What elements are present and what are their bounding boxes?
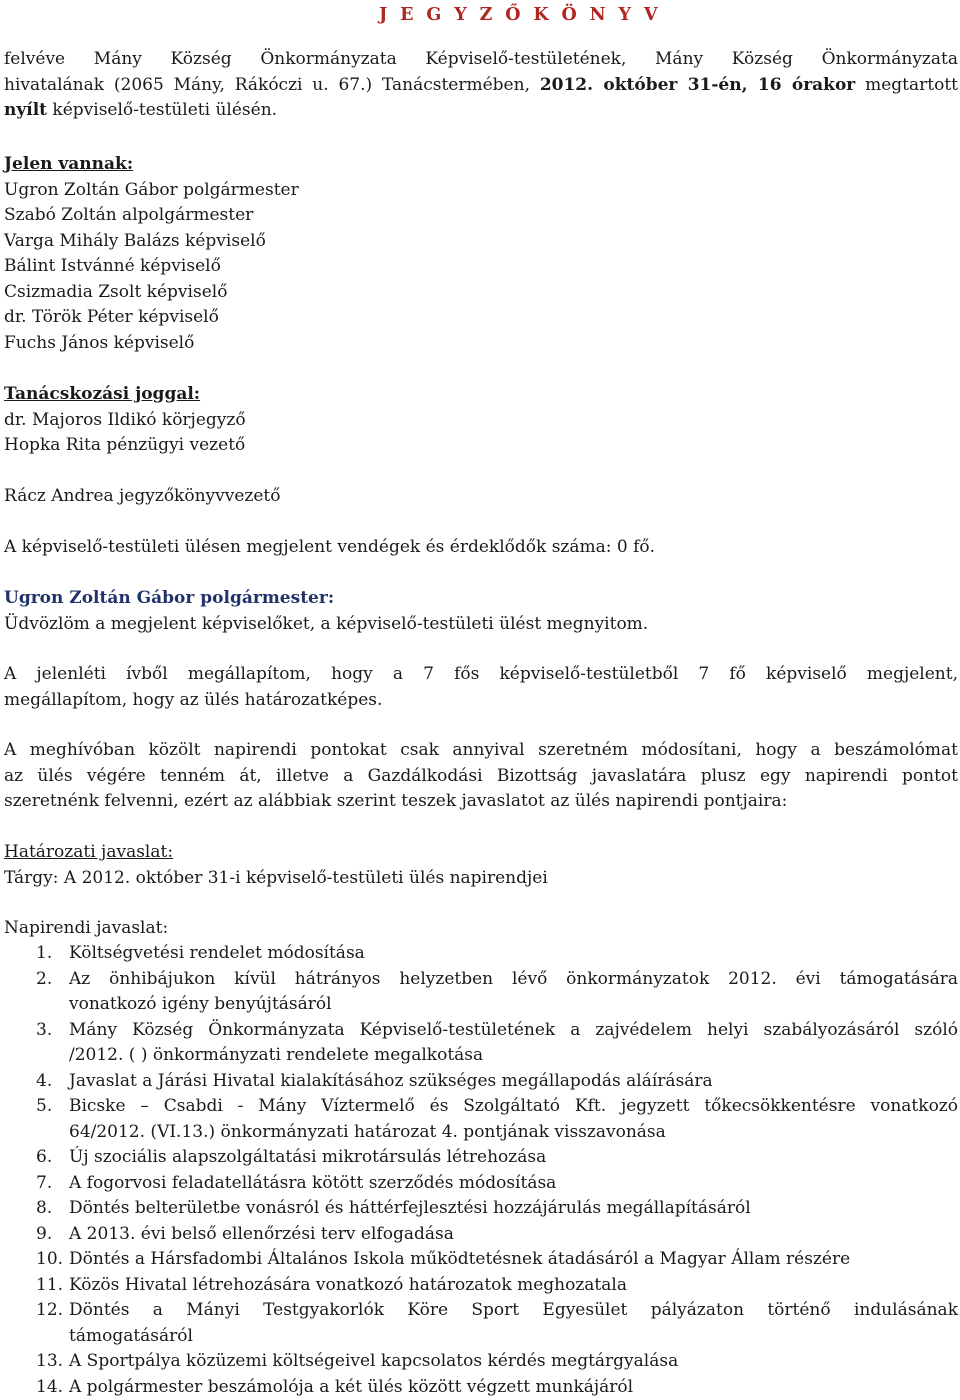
agenda-item-text: támogatásáról: [69, 1324, 958, 1350]
agenda-item: [4, 1018, 958, 1069]
agenda-item: [4, 1349, 958, 1375]
agenda-item-text: Új szociális alapszolgáltatási mikrotársulás létrehozása: [69, 1145, 958, 1171]
advisory-member: Hopka Rita pénzügyi vezető: [4, 433, 958, 459]
agenda-item-text: Költségvetési rendelet módosítása: [69, 941, 958, 967]
agenda-item-text: /2012. ( ) önkormányzati rendelete megalkotása: [69, 1043, 958, 1069]
speaker-name: Ugron Zoltán Gábor polgármester:: [4, 586, 958, 612]
agenda-item-text: Javaslat a Járási Hivatal kialakításához szükséges megállapodás aláírására: [69, 1069, 958, 1095]
present-member: Bálint Istvánné képviselő: [4, 254, 958, 280]
agenda-item: [4, 1171, 958, 1197]
present-member: dr. Török Péter képviselő: [4, 305, 958, 331]
present-member: Csizmadia Zsolt képviselő: [4, 280, 958, 306]
present-section: [4, 152, 958, 356]
agenda-item-text: Bicske – Csabdi - Mány Víztermelő és Szolgáltató Kft. jegyzett tőkecsökkentésre vonatkozó: [69, 1094, 958, 1120]
agenda-item-text: Közös Hivatal létrehozására vonatkozó határozatok meghozatala: [69, 1273, 958, 1299]
agenda-item: [4, 1145, 958, 1171]
present-member: Varga Mihály Balázs képviselő: [4, 229, 958, 255]
quorum-paragraph: [4, 662, 958, 713]
agenda-item-number: 7.: [36, 1171, 66, 1197]
agenda-item-number: 11.: [36, 1273, 66, 1299]
agenda-item-text: Döntés belterületbe vonásról és háttérfejlesztési hozzájárulás megállapításáról: [69, 1196, 958, 1222]
agenda-item: [4, 1196, 958, 1222]
agenda-proposal-line-2: az ülés végére tenném át, illetve a Gazdálkodási Bizottság javaslatára plusz egy napirendi pontot: [4, 764, 958, 790]
agenda-proposal-line-3: szeretnénk felvenni, ezért az alábbiak szerint teszek javaslatot az ülés napirendi pontjaira:: [4, 789, 958, 815]
agenda-item: [4, 1094, 958, 1145]
agenda-item-text: A Sportpálya közüzemi költségeivel kapcsolatos kérdés megtárgyalása: [69, 1349, 958, 1375]
agenda-item-text: 64/2012. (VI.13.) önkormányzati határozat 4. pontjának visszavonása: [69, 1120, 958, 1146]
intro-paragraph: [4, 47, 958, 124]
document-title: J E G Y Z Ő K Ö N Y V: [379, 3, 661, 29]
guests-line: A képviselő-testületi ülésen megjelent vendégek és érdeklődők száma: 0 fő.: [4, 535, 958, 561]
advisory-member: dr. Majoros Ildikó körjegyző: [4, 408, 958, 434]
advisory-heading: Tanácskozási joggal:: [4, 382, 958, 408]
agenda-item-text: Az önhibájukon kívül hátrányos helyzetben lévő önkormányzatok 2012. évi támogatására: [69, 967, 958, 993]
agenda-item-number: 9.: [36, 1222, 66, 1248]
agenda-item-number: 1.: [36, 941, 66, 967]
session-type: nyílt: [4, 100, 47, 120]
resolution-section: [4, 840, 958, 891]
agenda-item: [4, 967, 958, 1018]
advisory-section: [4, 382, 958, 459]
agenda-item-text: A fogorvosi feladatellátásra kötött szerződés módosítása: [69, 1171, 958, 1197]
intro-held: megtartott: [855, 75, 958, 95]
agenda-item-number: 14.: [36, 1375, 66, 1400]
resolution-heading: Határozati javaslat:: [4, 840, 958, 866]
agenda-item: [4, 1273, 958, 1299]
meeting-date: 2012. október 31-én, 16 órakor: [540, 75, 855, 95]
agenda-item-number: 4.: [36, 1069, 66, 1095]
present-member: Szabó Zoltán alpolgármester: [4, 203, 958, 229]
agenda-item-number: 8.: [36, 1196, 66, 1222]
quorum-line-1: A jelenléti ívből megállapítom, hogy a 7 fős képviselő-testületből 7 fő képviselő megjelent,: [4, 662, 958, 688]
intro-line-1: felvéve Mány Község Önkormányzata Képviselő-testületének, Mány Község Önkormányzata: [4, 47, 958, 73]
agenda-item-text: A polgármester beszámolója a két ülés között végzett munkájáról: [69, 1375, 958, 1400]
present-member: Ugron Zoltán Gábor polgármester: [4, 178, 958, 204]
recorder-line: Rácz Andrea jegyzőkönyvvezető: [4, 484, 958, 510]
agenda-item: [4, 1298, 958, 1349]
present-member: Fuchs János képviselő: [4, 331, 958, 357]
agenda-item-number: 2.: [36, 967, 66, 993]
agenda-item-text: Döntés a Hársfadombi Általános Iskola működtetésnek átadásáról a Magyar Állam részére: [69, 1247, 958, 1273]
agenda-proposal-paragraph: [4, 738, 958, 815]
intro-location: hivatalának (2065 Mány, Rákóczi u. 67.) Tanácstermében,: [4, 75, 540, 95]
intro-line-2: [4, 73, 958, 99]
agenda-item: [4, 1222, 958, 1248]
agenda-item: [4, 941, 958, 967]
quorum-line-2: megállapítom, hogy az ülés határozatképes.: [4, 688, 958, 714]
agenda-item-number: 13.: [36, 1349, 66, 1375]
agenda-item-number: 10.: [36, 1247, 66, 1273]
session-label: képviselő-testületi ülésén.: [47, 100, 277, 120]
agenda-item-number: 6.: [36, 1145, 66, 1171]
intro-line-3: [4, 98, 958, 124]
agenda-item: [4, 1375, 958, 1400]
agenda-item: [4, 1247, 958, 1273]
agenda-proposal-line-1: A meghívóban közölt napirendi pontokat csak annyival szeretném módosítani, hogy a beszámolómat: [4, 738, 958, 764]
agenda-item-number: 12.: [36, 1298, 66, 1324]
agenda-item-text: Döntés a Mányi Testgyakorlók Köre Sport Egyesület pályázaton történő indulásának: [69, 1298, 958, 1324]
agenda-item-text: Mány Község Önkormányzata Képviselő-testületének a zajvédelem helyi szabályozásáról szóló: [69, 1018, 958, 1044]
agenda-item-number: 3.: [36, 1018, 66, 1044]
agenda-heading: Napirendi javaslat:: [4, 916, 958, 942]
agenda-item-text: A 2013. évi belső ellenőrzési terv elfogadása: [69, 1222, 958, 1248]
agenda-item: [4, 1069, 958, 1095]
agenda-item-number: 5.: [36, 1094, 66, 1120]
present-heading: Jelen vannak:: [4, 152, 958, 178]
agenda-list: [4, 941, 958, 1400]
speech-section: [4, 586, 958, 637]
resolution-subject: Tárgy: A 2012. október 31-i képviselő-testületi ülés napirendjei: [4, 866, 958, 892]
agenda-item-text: vonatkozó igény benyújtásáról: [69, 992, 958, 1018]
welcome-text: Üdvözlöm a megjelent képviselőket, a képviselő-testületi ülést megnyitom.: [4, 612, 958, 638]
